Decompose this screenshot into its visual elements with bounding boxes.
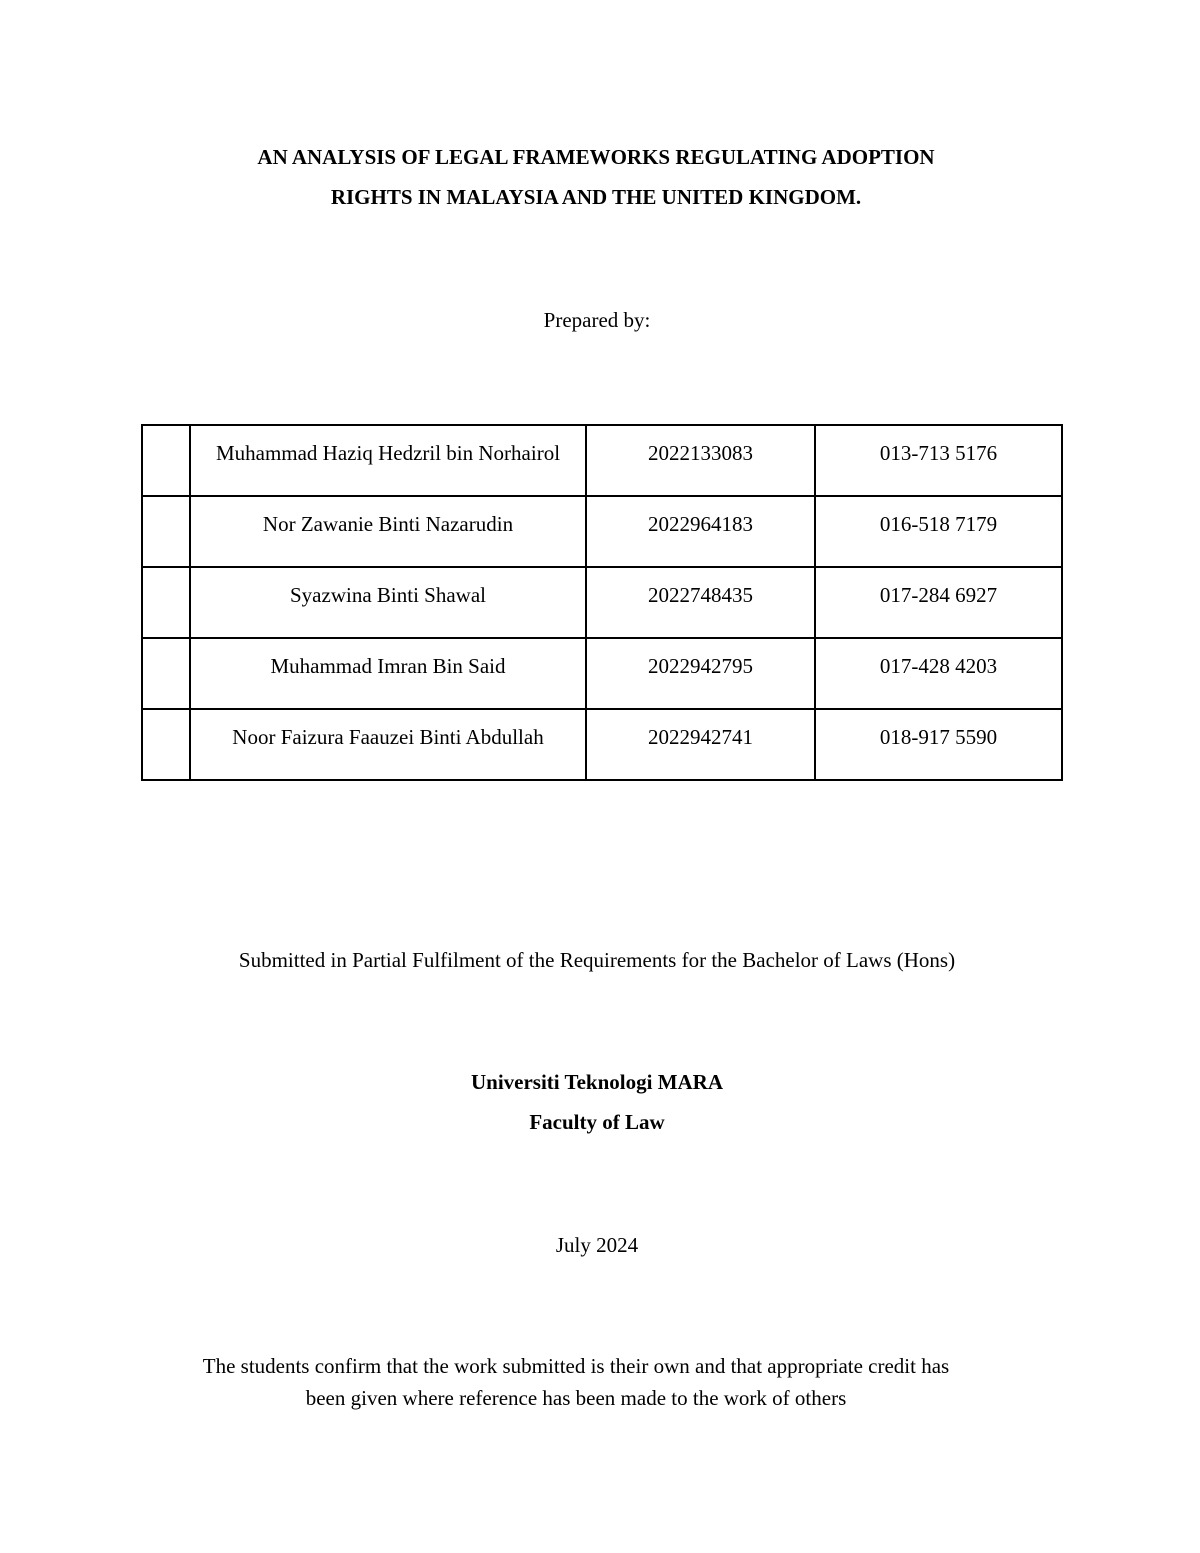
university-name: Universiti Teknologi MARA — [470, 1070, 724, 1094]
student-id-cell: 2022942741 — [586, 709, 815, 780]
table-row — [142, 638, 1062, 709]
student-phone-cell: 017-284 6927 — [815, 567, 1062, 638]
student-name-cell: Nor Zawanie Binti Nazarudin — [190, 496, 586, 567]
student-id-cell: 2022748435 — [586, 567, 815, 638]
student-name-cell: Muhammad Imran Bin Said — [190, 638, 586, 709]
prepared-by-label: Prepared by: — [543, 308, 651, 332]
report-title-line-1: AN ANALYSIS OF LEGAL FRAMEWORKS REGULATING ADOPTION — [257, 145, 935, 169]
row-number-cell — [142, 425, 190, 496]
declaration-line-1: The students confirm that the work submitted is their own and that appropriate credit has — [202, 1354, 950, 1378]
report-title-line-2: RIGHTS IN MALAYSIA AND THE UNITED KINGDOM. — [330, 185, 862, 209]
student-phone-cell: 016-518 7179 — [815, 496, 1062, 567]
student-name-cell: Noor Faizura Faauzei Binti Abdullah — [190, 709, 586, 780]
students-table — [141, 424, 1063, 781]
student-id-cell: 2022964183 — [586, 496, 815, 567]
declaration-line-2: been given where reference has been made to the work of others — [305, 1386, 847, 1410]
table-row — [142, 496, 1062, 567]
student-name-cell: Syazwina Binti Shawal — [190, 567, 586, 638]
faculty-name: Faculty of Law — [529, 1110, 665, 1134]
table-row — [142, 425, 1062, 496]
row-number-cell — [142, 709, 190, 780]
submission-date: July 2024 — [555, 1233, 639, 1257]
table-row — [142, 709, 1062, 780]
submission-statement: Submitted in Partial Fulfilment of the Requirements for the Bachelor of Laws (Hons) — [238, 948, 956, 972]
student-phone-cell: 018-917 5590 — [815, 709, 1062, 780]
row-number-cell — [142, 638, 190, 709]
table-row — [142, 567, 1062, 638]
student-id-cell: 2022133083 — [586, 425, 815, 496]
row-number-cell — [142, 567, 190, 638]
student-id-cell: 2022942795 — [586, 638, 815, 709]
student-phone-cell: 013-713 5176 — [815, 425, 1062, 496]
row-number-cell — [142, 496, 190, 567]
student-name-cell: Muhammad Haziq Hedzril bin Norhairol — [190, 425, 586, 496]
student-phone-cell: 017-428 4203 — [815, 638, 1062, 709]
